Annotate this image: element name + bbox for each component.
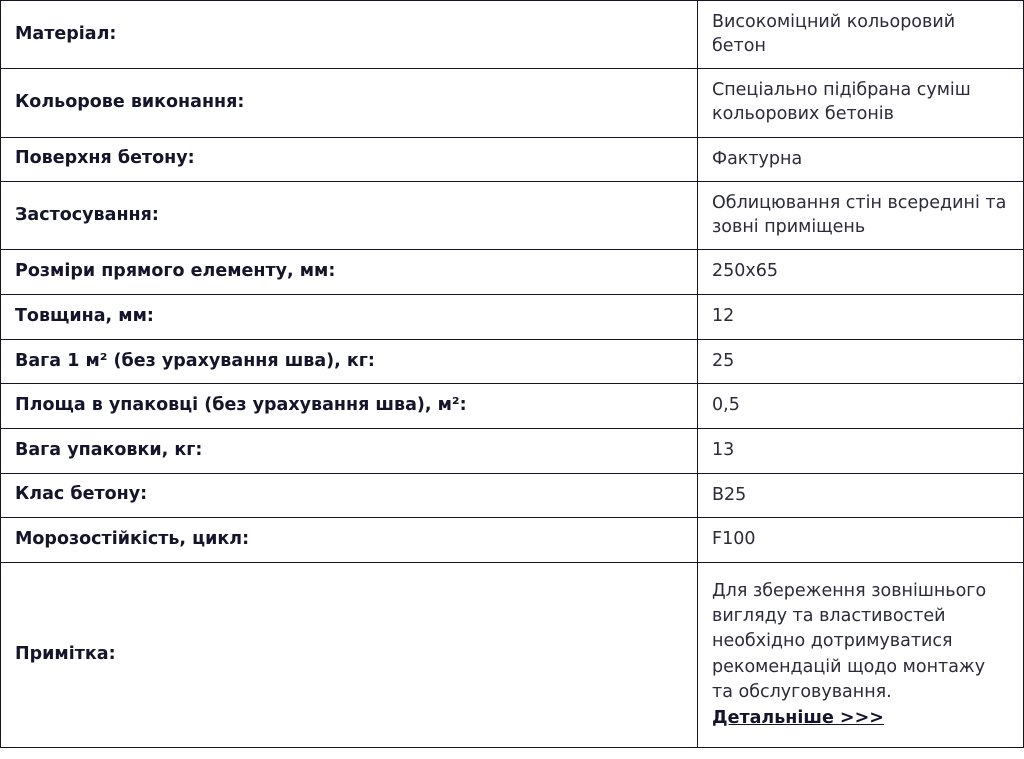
table-row	[1, 384, 1024, 429]
spec-value-thickness: 12	[698, 295, 1024, 340]
table-row	[1, 182, 1024, 250]
table-row	[1, 428, 1024, 473]
spec-value-pack-weight: 13	[698, 428, 1024, 473]
spec-label-concrete-surface: Поверхня бетону:	[1, 137, 698, 182]
table-row	[1, 1, 1024, 69]
spec-value-weight-per-sqm: 25	[698, 339, 1024, 384]
spec-value-color-execution: Спеціально підібрана суміш кольорових бетонів	[698, 69, 1024, 137]
spec-label-application: Застосування:	[1, 182, 698, 250]
spec-label-color-execution: Кольорове виконання:	[1, 69, 698, 137]
spec-value-element-size: 250х65	[698, 250, 1024, 295]
spec-value-frost-resistance: F100	[698, 518, 1024, 563]
spec-value-application: Облицювання стін всередині та зовні приміщень	[698, 182, 1024, 250]
spec-label-area-per-pack: Площа в упаковці (без урахування шва), м²:	[1, 384, 698, 429]
spec-label-weight-per-sqm: Вага 1 м² (без урахування шва), кг:	[1, 339, 698, 384]
table-row	[1, 518, 1024, 563]
table-row	[1, 137, 1024, 182]
spec-label-thickness: Товщина, мм:	[1, 295, 698, 340]
spec-label-concrete-class: Клас бетону:	[1, 473, 698, 518]
spec-label-note: Примітка:	[1, 562, 698, 747]
table-row	[1, 473, 1024, 518]
spec-label-material: Матеріал:	[1, 1, 698, 69]
spec-value-note	[698, 562, 1024, 747]
spec-label-frost-resistance: Морозостійкість, цикл:	[1, 518, 698, 563]
spec-value-concrete-class: В25	[698, 473, 1024, 518]
spec-value-area-per-pack: 0,5	[698, 384, 1024, 429]
note-text: Для збереження зовнішнього вигляду та властивостей необхідно дотримуватися рекомендацій щодо монтажу та обслуговування.	[712, 580, 987, 702]
table-row	[1, 295, 1024, 340]
spec-label-pack-weight: Вага упаковки, кг:	[1, 428, 698, 473]
table-row	[1, 250, 1024, 295]
table-row-note	[1, 562, 1024, 747]
table-row	[1, 69, 1024, 137]
spec-label-element-size: Розміри прямого елементу, мм:	[1, 250, 698, 295]
table-row	[1, 339, 1024, 384]
spec-value-concrete-surface: Фактурна	[698, 137, 1024, 182]
spec-value-material: Високоміцний кольоровий бетон	[698, 1, 1024, 69]
spec-table-body	[1, 1, 1024, 748]
note-details-link[interactable]: Детальніше >>>	[712, 708, 884, 729]
